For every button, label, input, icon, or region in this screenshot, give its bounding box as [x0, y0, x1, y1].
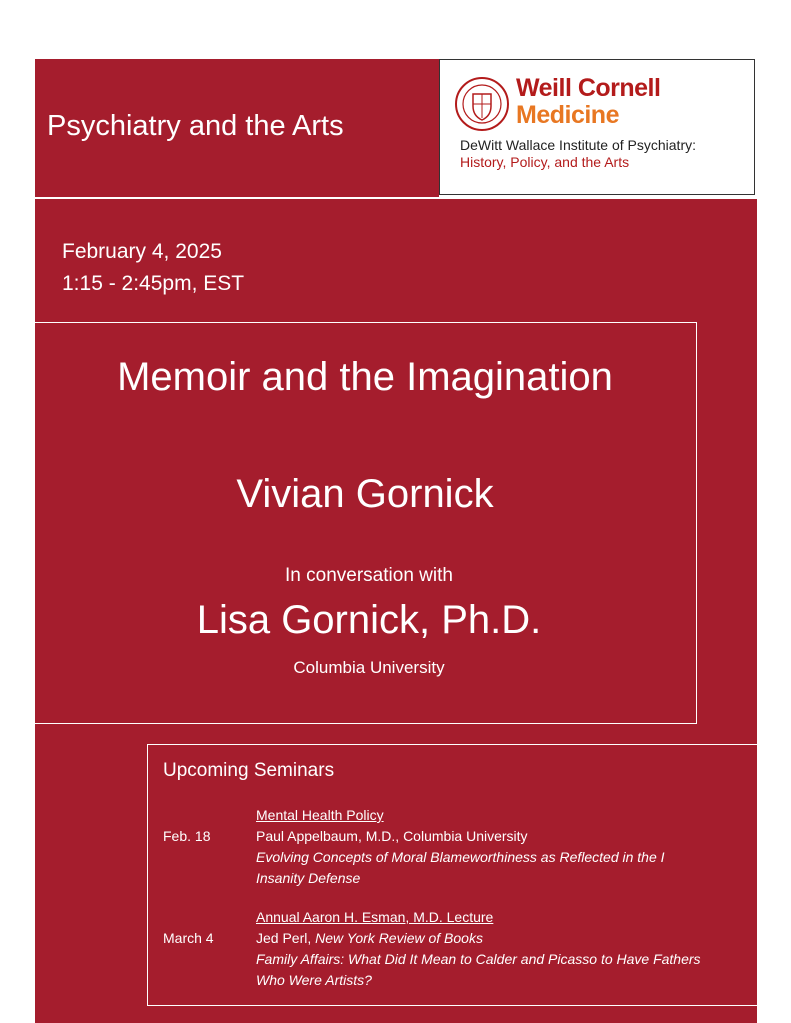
talk-title: Memoir and the Imagination	[117, 355, 613, 399]
upcoming-heading: Upcoming Seminars	[163, 760, 335, 781]
seminar-talk-title-cont: Insanity Defense	[256, 870, 361, 886]
seminar-talk-title: Evolving Concepts of Moral Blameworthiness as Reflected in the I	[256, 849, 665, 865]
seminar-item	[163, 907, 753, 991]
discussant-affiliation: Columbia University	[293, 658, 445, 677]
conversation-label: In conversation with	[285, 565, 453, 586]
seminar-presenter: Paul Appelbaum, M.D., Columbia University	[256, 828, 528, 844]
institution-logo	[439, 59, 755, 195]
seminar-category: Mental Health Policy	[256, 807, 384, 823]
seminar-date: March 4	[163, 930, 214, 946]
seminar-item	[163, 805, 753, 889]
seminar-talk-title: Family Affairs: What Did It Mean to Calder and Picasso to Have Fathers	[256, 951, 701, 967]
series-title: Psychiatry and the Arts	[47, 110, 344, 142]
cornell-seal-icon	[454, 76, 510, 132]
seminar-presenter	[256, 928, 756, 949]
event-time: 1:15 - 2:45pm, EST	[62, 272, 245, 295]
seminar-talk-title-cont: Who Were Artists?	[256, 972, 372, 988]
logo-subtitle-2: History, Policy, and the Arts	[460, 154, 630, 170]
seminar-category: Annual Aaron H. Esman, M.D. Lecture	[256, 909, 494, 925]
logo-line2: Medicine	[516, 101, 619, 129]
discussant-name: Lisa Gornick, Ph.D.	[196, 598, 542, 642]
presenter-affiliation: New York Review of Books	[315, 930, 483, 946]
presenter-name: Jed Perl,	[256, 930, 312, 946]
logo-subtitle-1: DeWitt Wallace Institute of Psychiatry:	[460, 137, 696, 153]
event-date: February 4, 2025	[62, 240, 222, 263]
seminar-date: Feb. 18	[163, 828, 211, 844]
logo-line1: Weill Cornell	[516, 74, 661, 102]
speaker-name: Vivian Gornick	[236, 472, 494, 516]
